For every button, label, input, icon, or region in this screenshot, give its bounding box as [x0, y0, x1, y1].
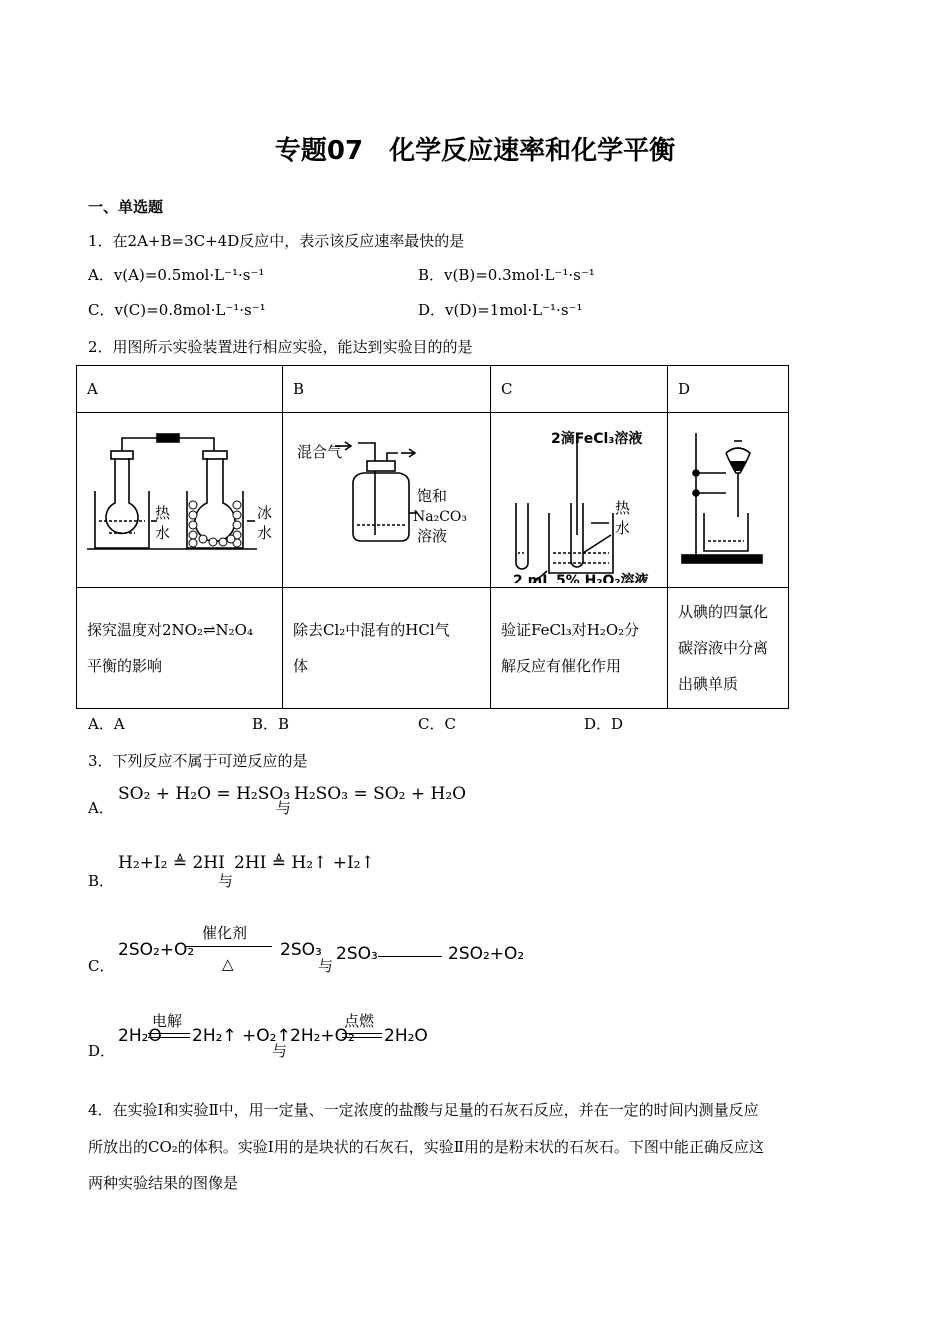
- hot-water-label-1: 热: [155, 504, 171, 522]
- q3-b-and: 与: [218, 872, 234, 890]
- q4-line-3: 两种实验结果的图像是: [88, 1174, 239, 1192]
- q3-a-equation-1: SO₂ + H₂O = H₂SO₃: [118, 784, 291, 804]
- q1-stem: 1．在2A+B=3C+4D反应中，表示该反应速率最快的是: [88, 232, 465, 250]
- q3-c-arrow-2: [378, 956, 442, 957]
- water-label: 水: [615, 519, 631, 537]
- q3-c-reactants: 2SO₂+O₂: [118, 940, 195, 960]
- q3-option-b-label[interactable]: B．: [88, 872, 115, 890]
- desc-b: 除去Cl₂中混有的HCl气 体: [283, 588, 491, 709]
- apparatus-a: [77, 413, 283, 588]
- desc-a: 探究温度对2NO₂⇌N₂O₄ 平衡的影响: [77, 588, 283, 709]
- desc-d: 从碘的四氯化 碳溶液中分离 出碘单质: [668, 588, 789, 709]
- ice-water-label-2: 水: [257, 524, 273, 542]
- separatory-funnel-figure: [668, 413, 788, 583]
- gas-washing-bottle-figure: [283, 413, 490, 583]
- q3-c-and: 与: [318, 957, 334, 975]
- q2-option-b[interactable]: B．B: [252, 715, 290, 733]
- q3-d-product-2: 2H₂O: [384, 1026, 428, 1046]
- col-header-a: A: [77, 366, 283, 413]
- q2-option-a[interactable]: A．A: [88, 715, 125, 733]
- q1-option-d[interactable]: D．v(D)=1mol·L⁻¹·s⁻¹: [418, 301, 583, 319]
- q3-d-ignition: 点燃: [344, 1012, 375, 1030]
- catalysis-experiment-figure: [491, 413, 667, 583]
- q3-d-reactant: 2H₂O: [118, 1026, 162, 1046]
- apparatus-d: [668, 413, 789, 588]
- q3-c-reactant-2: 2SO₃: [336, 944, 378, 964]
- q3-d-equals-1: [148, 1033, 190, 1038]
- q1-option-a[interactable]: A．v(A)=0.5mol·L⁻¹·s⁻¹: [88, 266, 265, 284]
- q3-d-equals-2: [342, 1033, 382, 1038]
- apparatus-b: [283, 413, 491, 588]
- q2-option-d[interactable]: D．D: [584, 715, 624, 733]
- q3-d-and: 与: [272, 1042, 288, 1060]
- q4-line-1: 4．在实验Ⅰ和实验Ⅱ中，用一定量、一定浓度的盐酸与足量的石灰石反应，并在一定的时间内测量反应: [88, 1101, 759, 1119]
- q3-d-electrolysis: 电解: [152, 1012, 183, 1030]
- na2co3-label: Na₂CO₃: [413, 509, 468, 525]
- hot-water-label-2: 水: [155, 524, 171, 542]
- saturated-label: 饱和: [417, 487, 448, 505]
- q3-c-arrow: [186, 946, 272, 947]
- q4-line-2: 所放出的CO₂的体积。实验Ⅰ用的是块状的石灰石，实验Ⅱ用的是粉末状的石灰石。下图中能正确反应这: [88, 1138, 764, 1156]
- col-header-c: C: [491, 366, 668, 413]
- solution-label: 溶液: [417, 527, 448, 545]
- hot-label: 热: [615, 499, 631, 517]
- q3-a-equation-2: H₂SO₃ = SO₂ + H₂O: [294, 784, 467, 804]
- q3-option-d-label[interactable]: D．: [88, 1042, 116, 1060]
- q3-c-catalyst: 催化剂: [202, 924, 248, 942]
- q1-option-b[interactable]: B．v(B)=0.3mol·L⁻¹·s⁻¹: [418, 266, 595, 284]
- col-header-d: D: [668, 366, 789, 413]
- mixed-gas-label: 混合气: [297, 443, 343, 461]
- no2-equilibrium-apparatus-figure: [77, 413, 282, 583]
- q2-option-c[interactable]: C．C: [418, 715, 456, 733]
- q1-option-c[interactable]: C．v(C)=0.8mol·L⁻¹·s⁻¹: [88, 301, 266, 319]
- q3-a-and: 与: [276, 799, 292, 817]
- q3-c-product-2: 2SO₂+O₂: [448, 944, 525, 964]
- desc-c: 验证FeCl₃对H₂O₂分 解反应有催化作用: [491, 588, 668, 709]
- fecl3-drops-label: 2滴FeCl₃溶液: [551, 431, 643, 447]
- h2o2-solution-label: 2 mL 5% H₂O₂溶液: [513, 573, 649, 583]
- q3-c-product: 2SO₃: [280, 940, 322, 960]
- q3-b-equation-2: 2HI ≜ H₂↑ +I₂↑: [234, 853, 375, 873]
- ice-water-label-1: 冰: [257, 504, 273, 522]
- q3-d-reactants-2: 2H₂+O₂: [290, 1026, 355, 1046]
- section-heading: 一、单选题: [88, 198, 164, 216]
- q3-c-heat: △: [222, 955, 234, 973]
- page-title: 专题07 化学反应速率和化学平衡: [274, 136, 676, 166]
- q3-d-products: 2H₂↑ +O₂↑: [192, 1026, 291, 1046]
- apparatus-c: [491, 413, 668, 588]
- q3-option-a-label[interactable]: A．: [88, 799, 114, 817]
- col-header-b: B: [283, 366, 491, 413]
- q2-stem: 2．用图所示实验装置进行相应实验，能达到实验目的的是: [88, 338, 473, 356]
- q2-experiment-table: [76, 365, 789, 709]
- q3-stem: 3．下列反应不属于可逆反应的是: [88, 752, 308, 770]
- q3-option-c-label[interactable]: C．: [88, 957, 115, 975]
- q3-b-equation-1: H₂+I₂ ≜ 2HI: [118, 853, 225, 873]
